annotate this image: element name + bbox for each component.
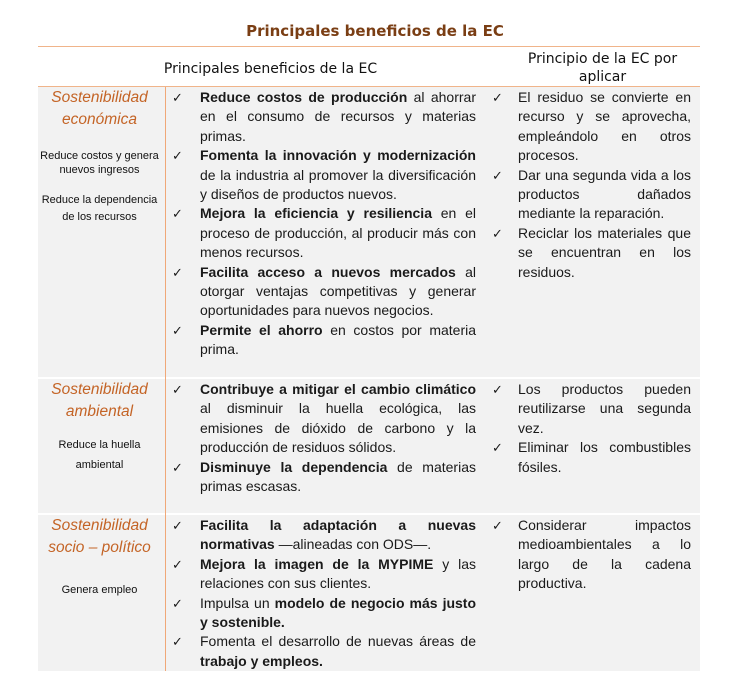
benefit-text: al otorgar ventajas competitivas y generar oportunidades para nuevos negocios. — [200, 263, 476, 319]
check-icon: ✓ — [172, 634, 183, 650]
check-icon: ✓ — [492, 225, 503, 241]
benefit-text-bold: Fomenta la innovación y modernización — [200, 147, 476, 164]
benefits-list-socio-politico — [166, 516, 476, 671]
benefit-text-bold: Mejora la imagen de la MYPIME — [200, 555, 434, 572]
row-sub: Reduce la huella ambiental — [58, 439, 141, 471]
benefit-item — [166, 632, 476, 671]
benefit-item — [166, 380, 476, 458]
check-icon: ✓ — [492, 440, 503, 456]
principle-item — [491, 88, 691, 166]
row-title: Sostenibilidad socio – político — [48, 517, 151, 556]
row-title: Sostenibilidad económica — [51, 89, 148, 128]
principles-list-socio-politico — [491, 516, 691, 594]
benefit-text-bold: Permite el ahorro — [200, 321, 323, 338]
benefit-text-bold: trabajo y empleos. — [200, 652, 323, 669]
check-icon: ✓ — [492, 518, 503, 533]
check-icon: ✓ — [172, 459, 183, 475]
principle-text: Dar una segunda vida a los productos dañados mediante la reparación. — [518, 166, 691, 222]
check-icon: ✓ — [492, 167, 503, 183]
principle-item — [491, 438, 691, 477]
table-caption: Principales beneficios de la EC — [246, 22, 504, 40]
row-title: Sostenibilidad ambiental — [51, 381, 148, 420]
principle-text: Eliminar los combustibles fósiles. — [518, 439, 691, 475]
header-principle: Principio de la EC por aplicar — [527, 51, 678, 85]
benefit-text: —alineadas con ODS—. — [274, 536, 432, 553]
benefit-item — [166, 458, 476, 497]
check-icon: ✓ — [172, 382, 183, 397]
benefits-list-economica — [166, 88, 476, 360]
benefit-item — [166, 321, 476, 360]
check-icon: ✓ — [492, 382, 503, 397]
principle-text: El residuo se convierte en recurso y se aprovecha, empleándolo en otros procesos. — [518, 89, 691, 164]
principle-item — [491, 224, 691, 282]
benefit-item — [166, 263, 476, 321]
row-sub: Genera empleo — [61, 584, 138, 596]
benefit-item — [166, 555, 476, 594]
benefit-text: en costos por materia prima. — [200, 321, 477, 358]
benefit-item — [166, 88, 476, 146]
benefit-text: Fomenta el desarrollo de nuevas áreas de — [200, 633, 476, 650]
benefits-list-ambiental — [166, 380, 476, 496]
benefit-text: Impulsa un — [200, 594, 275, 611]
principles-list-ambiental — [491, 380, 691, 477]
check-icon: ✓ — [172, 206, 183, 222]
benefit-text-bold: modelo de negocio más justo y sostenible. — [200, 594, 477, 631]
principle-text: Reciclar los materiales que se encuentran en los residuos. — [518, 224, 691, 280]
principle-text: Considerar impactos medioambientales a lo largo de la cadena productiva. — [518, 517, 691, 592]
header-benefits: Principales beneficios de la EC — [163, 61, 378, 77]
principle-text: Los productos pueden reutilizarse una segunda vez. — [518, 381, 691, 436]
check-icon: ✓ — [172, 264, 183, 280]
benefit-text-bold: Disminuye la dependencia — [200, 458, 388, 475]
benefit-text-bold: Facilita acceso a nuevos mercados — [200, 263, 456, 280]
benefit-text: de la industria al promover la diversificación y diseños de productos nuevos. — [200, 166, 476, 203]
check-icon: ✓ — [172, 148, 183, 164]
principle-item — [491, 380, 691, 438]
principle-item — [491, 516, 691, 594]
benefit-item — [166, 516, 476, 555]
row-label-socio-politico — [38, 515, 161, 597]
check-icon: ✓ — [172, 595, 183, 611]
row-label-economica — [38, 87, 161, 226]
check-icon: ✓ — [492, 90, 503, 105]
benefit-text: al disminuir la huella ecológica, las emisiones de dióxido de carbono y la producción de residuos sólidos. — [200, 400, 476, 456]
row-label-ambiental — [38, 379, 161, 475]
benefit-text: y las relaciones con sus clientes. — [200, 555, 476, 592]
header-top-rule — [38, 46, 700, 47]
benefit-text: al ahorrar en el consumo de recursos y materias primas. — [200, 89, 476, 144]
check-icon: ✓ — [172, 518, 183, 533]
row-sub: Reduce la dependencia de los recursos — [41, 194, 158, 223]
benefit-text: en el proceso de producción, al producir más con menos recursos. — [200, 205, 476, 261]
principles-list-economica — [491, 88, 691, 282]
benefit-item — [166, 204, 476, 262]
principle-item — [491, 166, 691, 224]
benefit-text-bold: Facilita la adaptación a nuevas normativas — [200, 517, 476, 553]
benefit-text-bold: Mejora la eficiencia y resiliencia — [200, 205, 432, 222]
benefit-item — [166, 594, 476, 633]
check-icon: ✓ — [172, 322, 183, 338]
benefit-text-bold: Reduce costos de producción — [200, 89, 408, 105]
check-icon: ✓ — [172, 90, 183, 105]
benefit-item — [166, 146, 476, 204]
check-icon: ✓ — [172, 556, 183, 572]
row-sub: Reduce costos y genera nuevos ingresos — [40, 150, 159, 176]
benefit-text-bold: Contribuye a mitigar el cambio climático — [200, 381, 476, 397]
benefit-text: de materias primas escasas. — [200, 458, 476, 495]
